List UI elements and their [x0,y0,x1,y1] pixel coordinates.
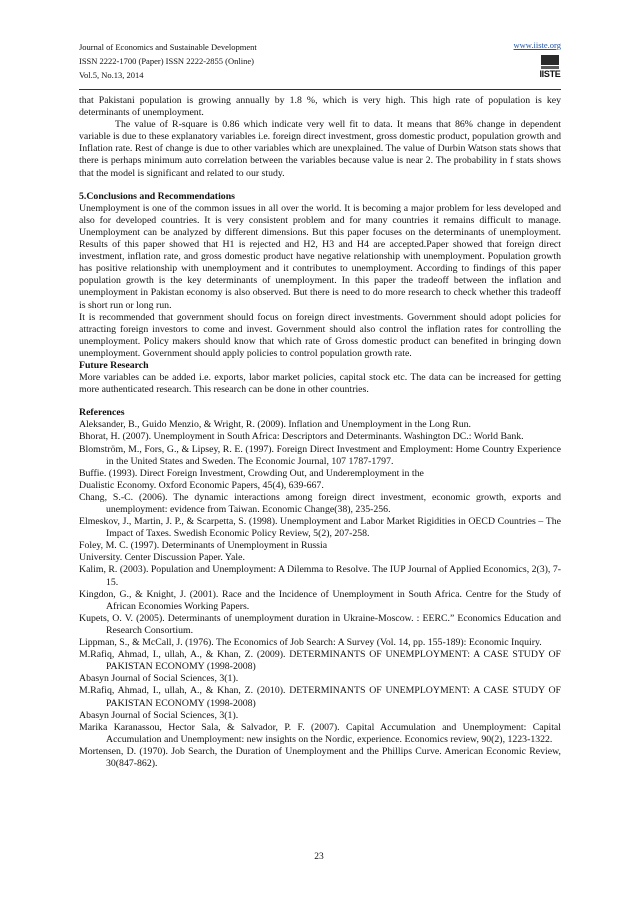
reference-item: Foley, M. C. (1997). Determinants of Unemployment in Russia [79,540,328,552]
heading-future-research: Future Research [79,359,149,371]
reference-item: Chang, S.-C. (2006). The dynamic interactions among foreign direct investment, economic growth, exports and unemployment: evidence from Taiwan. Economic Change(38), 235-256. [79,491,561,515]
heading-conclusions: 5.Conclusions and Recommendations [79,190,235,202]
page-number: 23 [314,852,324,862]
reference-item: Marika Karanassou, Hector Sala, & Salvador, P. F. (2007). Capital Accumulation and Unemployment: Capital Accumulation and Unemployment: new insights on the Nordic, experience. Economics review, 90(2), 1223-1322. [79,721,561,745]
page-header [79,40,561,86]
paragraph-recommendations: It is recommended that government should focus on foreign direct investments. Government should adopt policies for attracting foreign investors to come and invest. Government should also control the inflation rates for controlling the unemployment. Policy makers should know that which rate of Gross domestic product can benefited in bringing down unemployment. Government should apply policies to control population growth rate. [79,311,561,359]
reference-list [79,419,561,770]
iiste-logo-icon [539,54,561,80]
volume-line: Vol.5, No.13, 2014 [79,70,144,80]
paragraph-population: that Pakistani population is growing annually by 1.8 %, which is very high. This high rate of population is key determinants of unemployment. [79,95,561,119]
reference-item: Lippman, S., & McCall, J. (1976). The Economics of Job Search: A Survey (Vol. 14, pp. 155-189): Economic Inquiry. [79,637,542,649]
reference-item: Bhorat, H. (2007). Unemployment in South Africa: Descriptors and Determinants. Washington DC.: World Bank. [79,431,524,443]
reference-item: Buffie. (1993). Direct Foreign Investment, Crowding Out, and Underemployment in the [79,467,424,479]
reference-item: Elmeskov, J., Martin, J. P., & Scarpetta, S. (1998). Unemployment and Labor Market Rigidities in OECD Countries – The Impact of Taxes. Swedish Economic Policy Review, 5(2), 207-258. [79,516,561,540]
reference-item: University. Center Discussion Paper. Yale. [79,552,245,564]
header-divider [79,89,561,90]
paragraph-conclusions: Unemployment is one of the common issues in all over the world. It is becoming a major problem for less developed and also for developed countries. It is very consistent problem and for many countries it remains difficult to manage. Unemployment can be analyzed by different dimensions. But this paper focuses on the determinants of unemployment. Results of this paper showed that H1 is rejected and H2, H3 and H4 are accepted.Paper showed that foreign direct investment, inflation rate, and gross domestic product have negative relationship with unemployment. Population growth has positive relationship with unemployment and it contributes to unemployment. According to findings of this paper population growth is the key determinants of unemployment. In this paper the tradeoff between the inflation and unemployment in Pakistan economy is also observed. But there is need to do more research to check whether this tradeoff is short run or long run. [79,202,561,311]
paragraph-r-square: The value of R-square is 0.86 which indicate very well fit to data. It means that 86% change in dependent variable is due to these explanatory variables i.e. foreign direct investment, gross domestic product, population growth and Inflation rate. Rest of change is due to other variables which are unexplained. The value of Durbin Watson stats shows that there is perhaps minimum auto correlation between the variables because value is near 2. The probability in f stats shows that the model is significant and related to our study. [79,119,561,179]
reference-item: Kupets, O. V. (2005). Determinants of unemployment duration in Ukraine-Moscow. : EERC.” Economics Education and Research Consortium. [79,612,561,636]
issn-line: ISSN 2222-1700 (Paper) ISSN 2222-2855 (Online) [79,56,254,66]
journal-title: Journal of Economics and Sustainable Development [79,42,257,52]
reference-item: Blomström, M., Fors, G., & Lipsey, R. E. (1997). Foreign Direct Investment and Employment: Home Country Experience in the United States and Sweden. The Economic Journal, 107 1787-1797. [79,443,561,467]
heading-references: References [79,407,125,419]
reference-item: M.Rafiq, Ahmad, I., ullah, A., & Khan, Z. (2010). DETERMINANTS OF UNEMPLOYMENT: A CASE STUDY OF PAKISTAN ECONOMY (1998-2008) [79,685,561,709]
reference-item: Kingdon, G., & Knight, J. (2001). Race and the Incidence of Unemployment in South Africa. Centre for the Study of African Economies Working Papers. [79,588,561,612]
journal-url-link[interactable]: www.iiste.org [513,40,561,50]
reference-item: Kalim, R. (2003). Population and Unemployment: A Dilemma to Resolve. The IUP Journal of Applied Economics, 2(3), 7-15. [79,564,561,588]
main-content [79,95,561,770]
reference-item: Mortensen, D. (1970). Job Search, the Duration of Unemployment and the Phillips Curve. American Economic Review, 30(847-862). [79,745,561,769]
reference-item: Abasyn Journal of Social Sciences, 3(1). [79,673,239,685]
reference-item: Aleksander, B., Guido Menzio, & Wright, R. (2009). Inflation and Unemployment in the Long Run. [79,419,471,431]
logo-text: IISTE [539,69,561,79]
paragraph-future-research: More variables can be added i.e. exports, labor market policies, capital stock etc. The data can be increased for getting more authenticated research. This research can be done in other countries. [79,372,561,396]
reference-item: Dualistic Economy. Oxford Economic Papers, 45(4), 639-667. [79,479,324,491]
reference-item: M.Rafiq, Ahmad, I., ullah, A., & Khan, Z. (2009). DETERMINANTS OF UNEMPLOYMENT: A CASE STUDY OF PAKISTAN ECONOMY (1998-2008) [79,649,561,673]
reference-item: Abasyn Journal of Social Sciences, 3(1). [79,709,239,721]
